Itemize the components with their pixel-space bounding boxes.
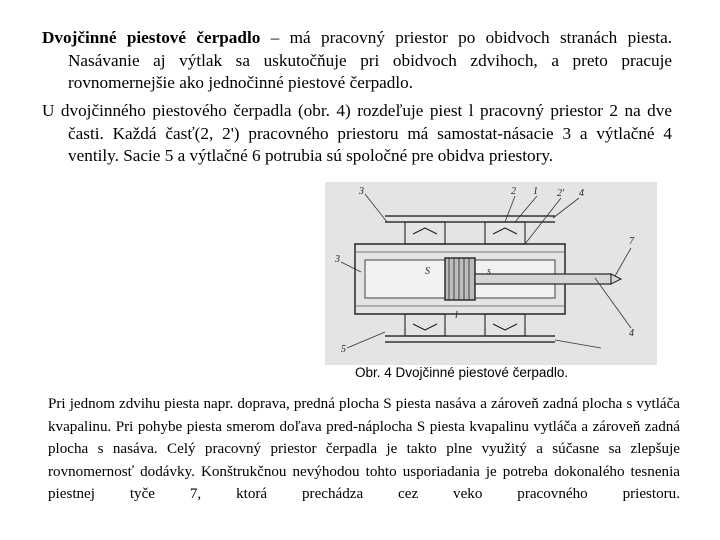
label-7: 7 bbox=[629, 236, 634, 247]
label-s: s bbox=[487, 266, 491, 277]
label-1: 1 bbox=[533, 186, 538, 197]
label-3: 3 bbox=[359, 186, 364, 197]
label-5: 5 bbox=[341, 344, 346, 355]
piston-rod bbox=[475, 274, 611, 284]
paragraph-pump-description bbox=[42, 100, 672, 168]
term-double-acting-pump: Dvojčinné piestové čerpadlo bbox=[42, 28, 261, 47]
explanation-text: Pri jednom zdvihu piesta napr. doprava, predná plocha S piesta nasáva a zároveň zadná plocha s vytláča kvapalinu. Pri pohybe piesta smerom doľava pred-náplocha S piesta kvapalinu vytláča a zároveň zadná plocha s nasáva. Celý pracovný priestor čerpadla je takto plne využitý a súčasne sa zlepšuje rovnomernosť dodávky. Konštrukčnou nevýhodou tohto usporiadania je potreba dokonalého tesnenia piestnej tyče 7, ktorá prechádza cez veko pracovného priestoru. bbox=[48, 396, 680, 503]
label-2: 2 bbox=[511, 186, 516, 197]
piston bbox=[445, 258, 475, 300]
label-4-bottom: 4 bbox=[629, 328, 634, 339]
working-space-2 bbox=[365, 260, 445, 298]
definition-text: – má pracovný priestor po obidvoch stranách piesta. Nasávanie aj výtlak sa uskutočňuje pri obidvoch zdvihoch, a preto pracuje rovnomernejšie ako jednočinné piestové čerpadlo. bbox=[68, 28, 672, 92]
paragraph-stroke-explanation bbox=[48, 393, 680, 506]
description-text: U dvojčinného piestového čerpadla (obr. 4) rozdeľuje piest l pracovný priestor 2 na dve časti. Každá časť(2, 2') pracovného priestoru má samostat-násacie 3 a výtlačné 4 ventily. Sacie 5 a výtlačné 6 potrubia sú spoločné pre obidva priestory. bbox=[42, 101, 672, 165]
label-3-left: 3 bbox=[335, 254, 340, 265]
label-S: S bbox=[425, 266, 430, 277]
figure-caption: Obr. 4 Dvojčinné piestové čerpadlo. bbox=[355, 365, 569, 380]
label-l: l bbox=[455, 310, 458, 321]
paragraph-double-acting-definition bbox=[42, 27, 672, 95]
label-4: 4 bbox=[579, 188, 584, 199]
label-2-prime: 2' bbox=[557, 188, 565, 199]
pump-diagram bbox=[325, 182, 657, 365]
